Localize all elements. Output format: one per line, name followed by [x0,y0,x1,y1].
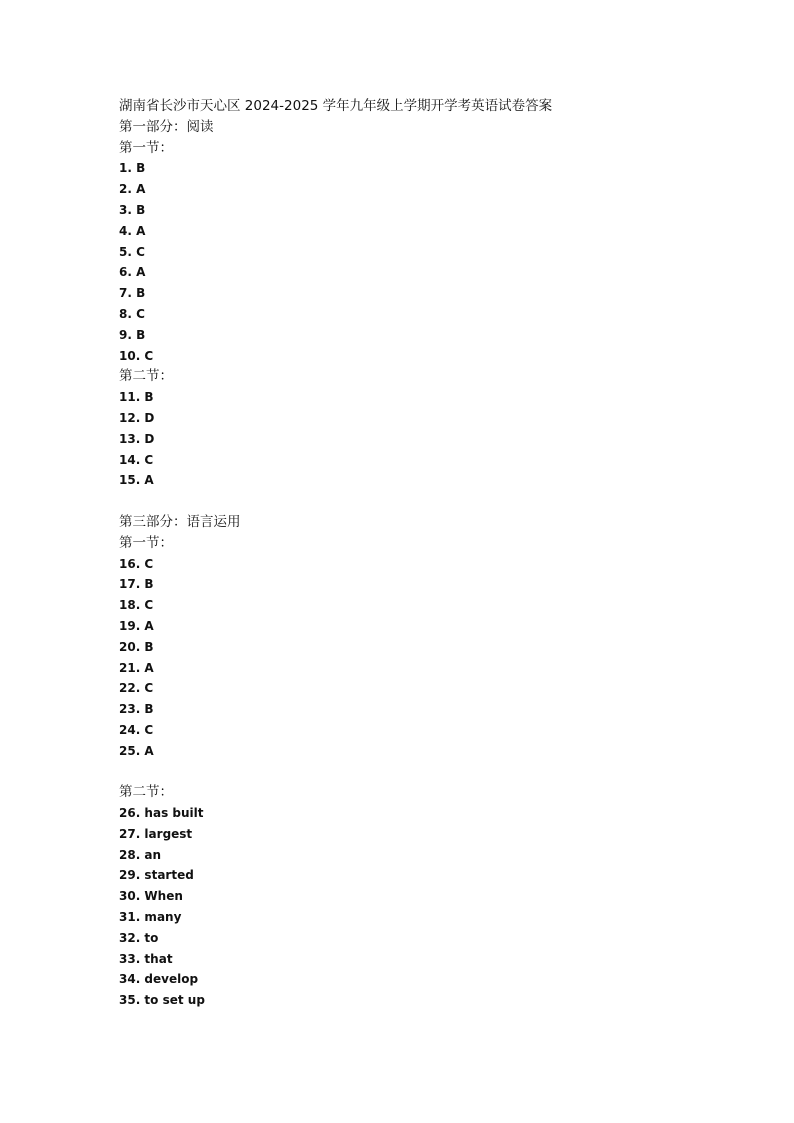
document-title: 湖南省长沙市天心区 2024-2025 学年九年级上学期开学考英语试卷答案 [119,98,553,114]
answer-item: 8. C [119,306,145,321]
answer-item: 24. C [119,722,154,737]
answer-item: 1. B [119,161,146,176]
part1-section1-heading: 第一节： [119,139,173,156]
part1-section2-heading: 第二节： [119,368,173,385]
answer-item: 20. B [119,639,154,654]
answer-item: 28. an [119,847,162,862]
part3-section2-heading: 第二节： [119,784,173,801]
answer-item: 11. B [119,390,154,405]
part1-heading: 第一部分：阅读 [119,118,214,135]
answer-item: 3. B [119,202,146,217]
answer-item: 35. to set up [119,993,205,1008]
answer-item: 16. C [119,556,154,571]
answer-item: 13. D [119,431,155,446]
part3-heading: 第三部分：语言运用 [119,513,241,530]
answer-item: 4. A [119,223,146,238]
answer-item: 26. has built [119,806,204,821]
answer-item: 15. A [119,473,154,488]
answer-item: 34. develop [119,972,199,987]
answer-item: 7. B [119,286,146,301]
answer-item: 22. C [119,681,154,696]
spacer [119,762,759,783]
answer-item: 17. B [119,577,154,592]
answer-item: 12. D [119,410,155,425]
answer-item: 5. C [119,244,145,259]
answer-item: 6. A [119,265,146,280]
answer-item: 9. B [119,327,146,342]
part3-section1-heading: 第一节： [119,534,173,551]
answer-item: 21. A [119,660,154,675]
answer-item: 2. A [119,182,146,197]
answer-document [119,96,759,1011]
answer-item: 18. C [119,598,154,613]
answer-item: 29. started [119,868,194,883]
answer-item: 31. many [119,910,182,925]
answer-item: 19. A [119,618,154,633]
answer-item: 30. When [119,889,183,904]
answer-item: 10. C [119,348,154,363]
answer-item: 33. that [119,951,173,966]
answer-item: 32. to [119,930,159,945]
answer-item: 23. B [119,702,154,717]
answer-item: 25. A [119,743,154,758]
answer-item: 27. largest [119,826,193,841]
spacer [119,491,759,512]
answer-item: 14. C [119,452,154,467]
